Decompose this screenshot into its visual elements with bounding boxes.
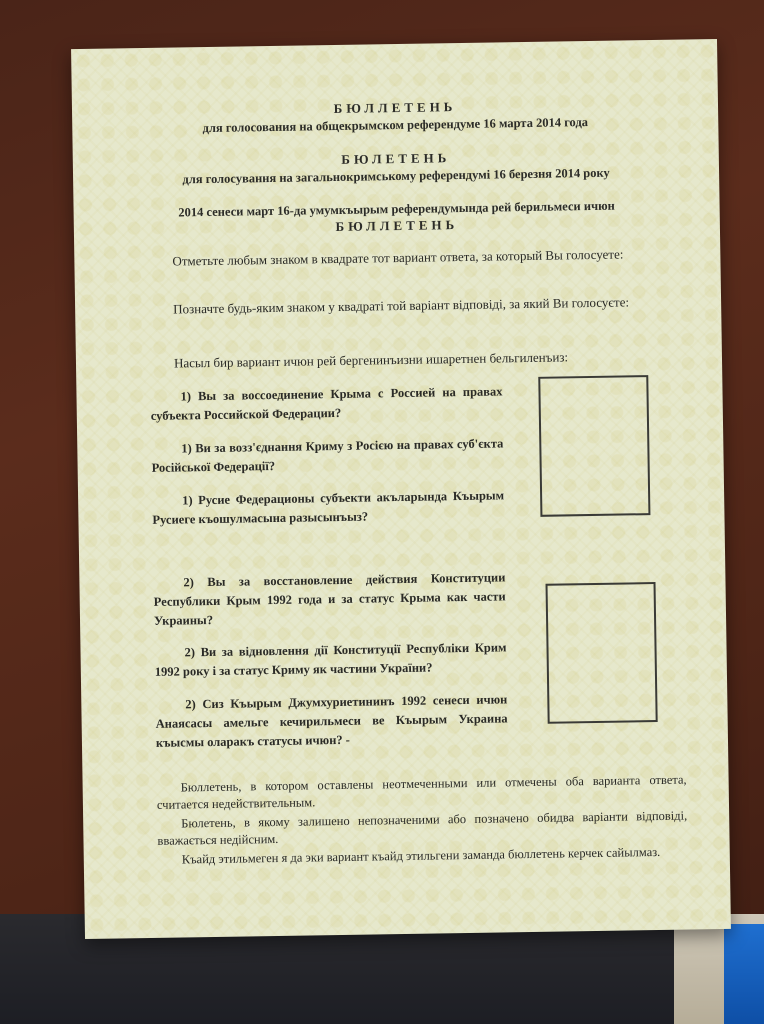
ballot-subtitle-ru: для голосования на общекрымском референдуме 16 марта 2014 года bbox=[202, 115, 589, 136]
option-2-ru: 2) Вы за восстановление действия Конституции Республики Крым 1992 года и за статус Крыма как части Украины? bbox=[153, 570, 506, 628]
option-2-checkbox[interactable] bbox=[546, 582, 658, 724]
instruction-uk: Позначте будь-яким знаком у квадраті той варіант відповіді, за який Ви голосуєте: bbox=[173, 294, 630, 317]
ballot-title-uk: БЮЛЕТЕНЬ bbox=[341, 150, 451, 167]
option-1-crh: 1) Русие Федерационы субъекти акъларында Къырым Русиеге къошулмасына разысынъыз? bbox=[152, 488, 505, 527]
option-1-checkbox[interactable] bbox=[538, 375, 650, 517]
option-2-uk: 2) Ви за відновлення дії Конституції Республіки Крим 1992 року і за статус Криму як частини України? bbox=[154, 640, 507, 679]
footer-ru: Бюллетень, в котором оставлены неотмеченными или отмечены оба варианта ответа, считается недействительным. bbox=[156, 772, 687, 812]
option-2-crh: 2) Сиз Къырым Джумхуриетининъ 1992 сенеси ичюн Анаясасы амельге кечирильмеси ве Къырым Украина къысмы оларакъ статусы ичюн? - bbox=[155, 692, 508, 750]
ballot-subtitle-crh: 2014 сенеси март 16-да умумкъырым референдумында рей берильмеси ичюн bbox=[178, 198, 615, 220]
blue-object bbox=[724, 924, 764, 1024]
instruction-crh: Насыл бир вариант ичюн рей бергенинъизни ишаретнен бельгиленъиз: bbox=[173, 349, 569, 371]
footer-uk: Бюлетень, в якому залишено непозначеними або позначено обидва варіанти відповіді, вважається недійсним. bbox=[157, 808, 688, 848]
ballot-title-ru: БЮЛЛЕТЕНЬ bbox=[333, 99, 457, 117]
ballot-title-crh: БЮЛЛЕТЕНЬ bbox=[335, 217, 459, 234]
ballot-paper bbox=[71, 39, 731, 939]
option-1-uk: 1) Ви за возз'єднання Криму з Росією на правах суб'єкта Російської Федерації? bbox=[151, 436, 504, 475]
instruction-ru: Отметьте любым знаком в квадрате тот вариант ответа, за который Вы голосуете: bbox=[172, 246, 624, 269]
footer-crh: Къайд этильмеген я да эки вариант къайд этильгени заманда бюллетень керчек сайылмаз. bbox=[181, 844, 661, 867]
ballot-subtitle-uk: для голосування на загальнокримському референдумі 16 березня 2014 року bbox=[182, 165, 610, 187]
option-1-ru: 1) Вы за воссоединение Крыма с Россией на правах субъекта Российской Федерации? bbox=[150, 384, 503, 423]
